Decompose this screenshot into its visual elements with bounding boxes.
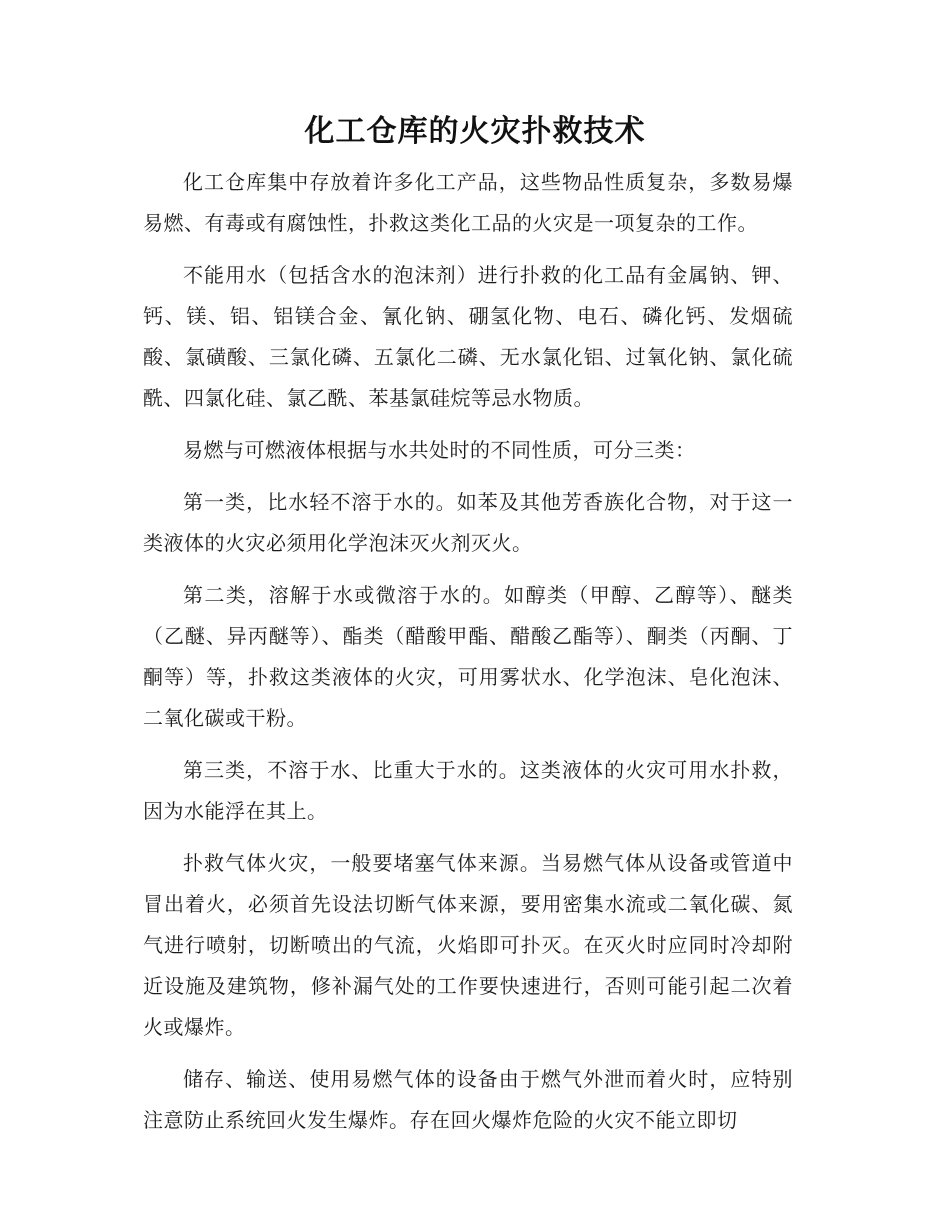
- paragraph-water-reactive-chemicals: 不能用水（包括含水的泡沫剂）进行扑救的化工品有金属钠、钾、钙、镁、铝、铝镁合金、氰化钠、硼氢化物、电石、磷化钙、发烟硫酸、氯磺酸、三氯化磷、五氯化二磷、无水氯化铝、过氧化钠、氯化硫酰、四氯化硅、氯乙酰、苯基氯硅烷等忌水物质。: [143, 263, 793, 410]
- paragraph-liquid-categories: 易燃与可燃液体根据与水共处时的不同性质，可分三类：: [183, 438, 696, 462]
- paragraph-category-two: 第二类，溶解于水或微溶于水的。如醇类（甲醇、乙醇等）、醚类（乙醚、异丙醚等）、酯类（醋酸甲酯、醋酸乙酯等）、酮类（丙酮、丁酮等）等，扑救这类液体的火灾，可用雾状水、化学泡沫、皂化泡沫、二氧化碳或干粉。: [143, 583, 793, 730]
- paragraph-gas-fires: 扑救气体火灾，一般要堵塞气体来源。当易燃气体从设备或管道中冒出着火，必须首先设法切断气体来源，要用密集水流或二氧化碳、氮气进行喷射，切断喷出的气流，火焰即可扑灭。在灭火时应同时冷却附近设施及建筑物，修补漏气处的工作要快速进行，否则可能引起二次着火或爆炸。: [143, 851, 793, 1039]
- paragraph-category-three: 第三类，不溶于水、比重大于水的。这类液体的火灾可用水扑救，因为水能浮在其上。: [143, 758, 793, 823]
- document-body: [143, 162, 793, 1152]
- paragraph-gas-equipment: 储存、输送、使用易燃气体的设备由于燃气外泄而着火时，应特别注意防止系统回火发生爆炸。存在回火爆炸危险的火灾不能立即切: [143, 1067, 793, 1132]
- paragraph-intro: 化工仓库集中存放着许多化工产品，这些物品性质复杂，多数易爆易燃、有毒或有腐蚀性，扑救这类化工品的火灾是一项复杂的工作。: [143, 170, 793, 235]
- document-title: 化工仓库的火灾扑救技术: [304, 114, 646, 149]
- paragraph-category-one: 第一类，比水轻不溶于水的。如苯及其他芳香族化合物，对于这一类液体的火灾必须用化学泡沫灭火剂灭火。: [143, 490, 793, 555]
